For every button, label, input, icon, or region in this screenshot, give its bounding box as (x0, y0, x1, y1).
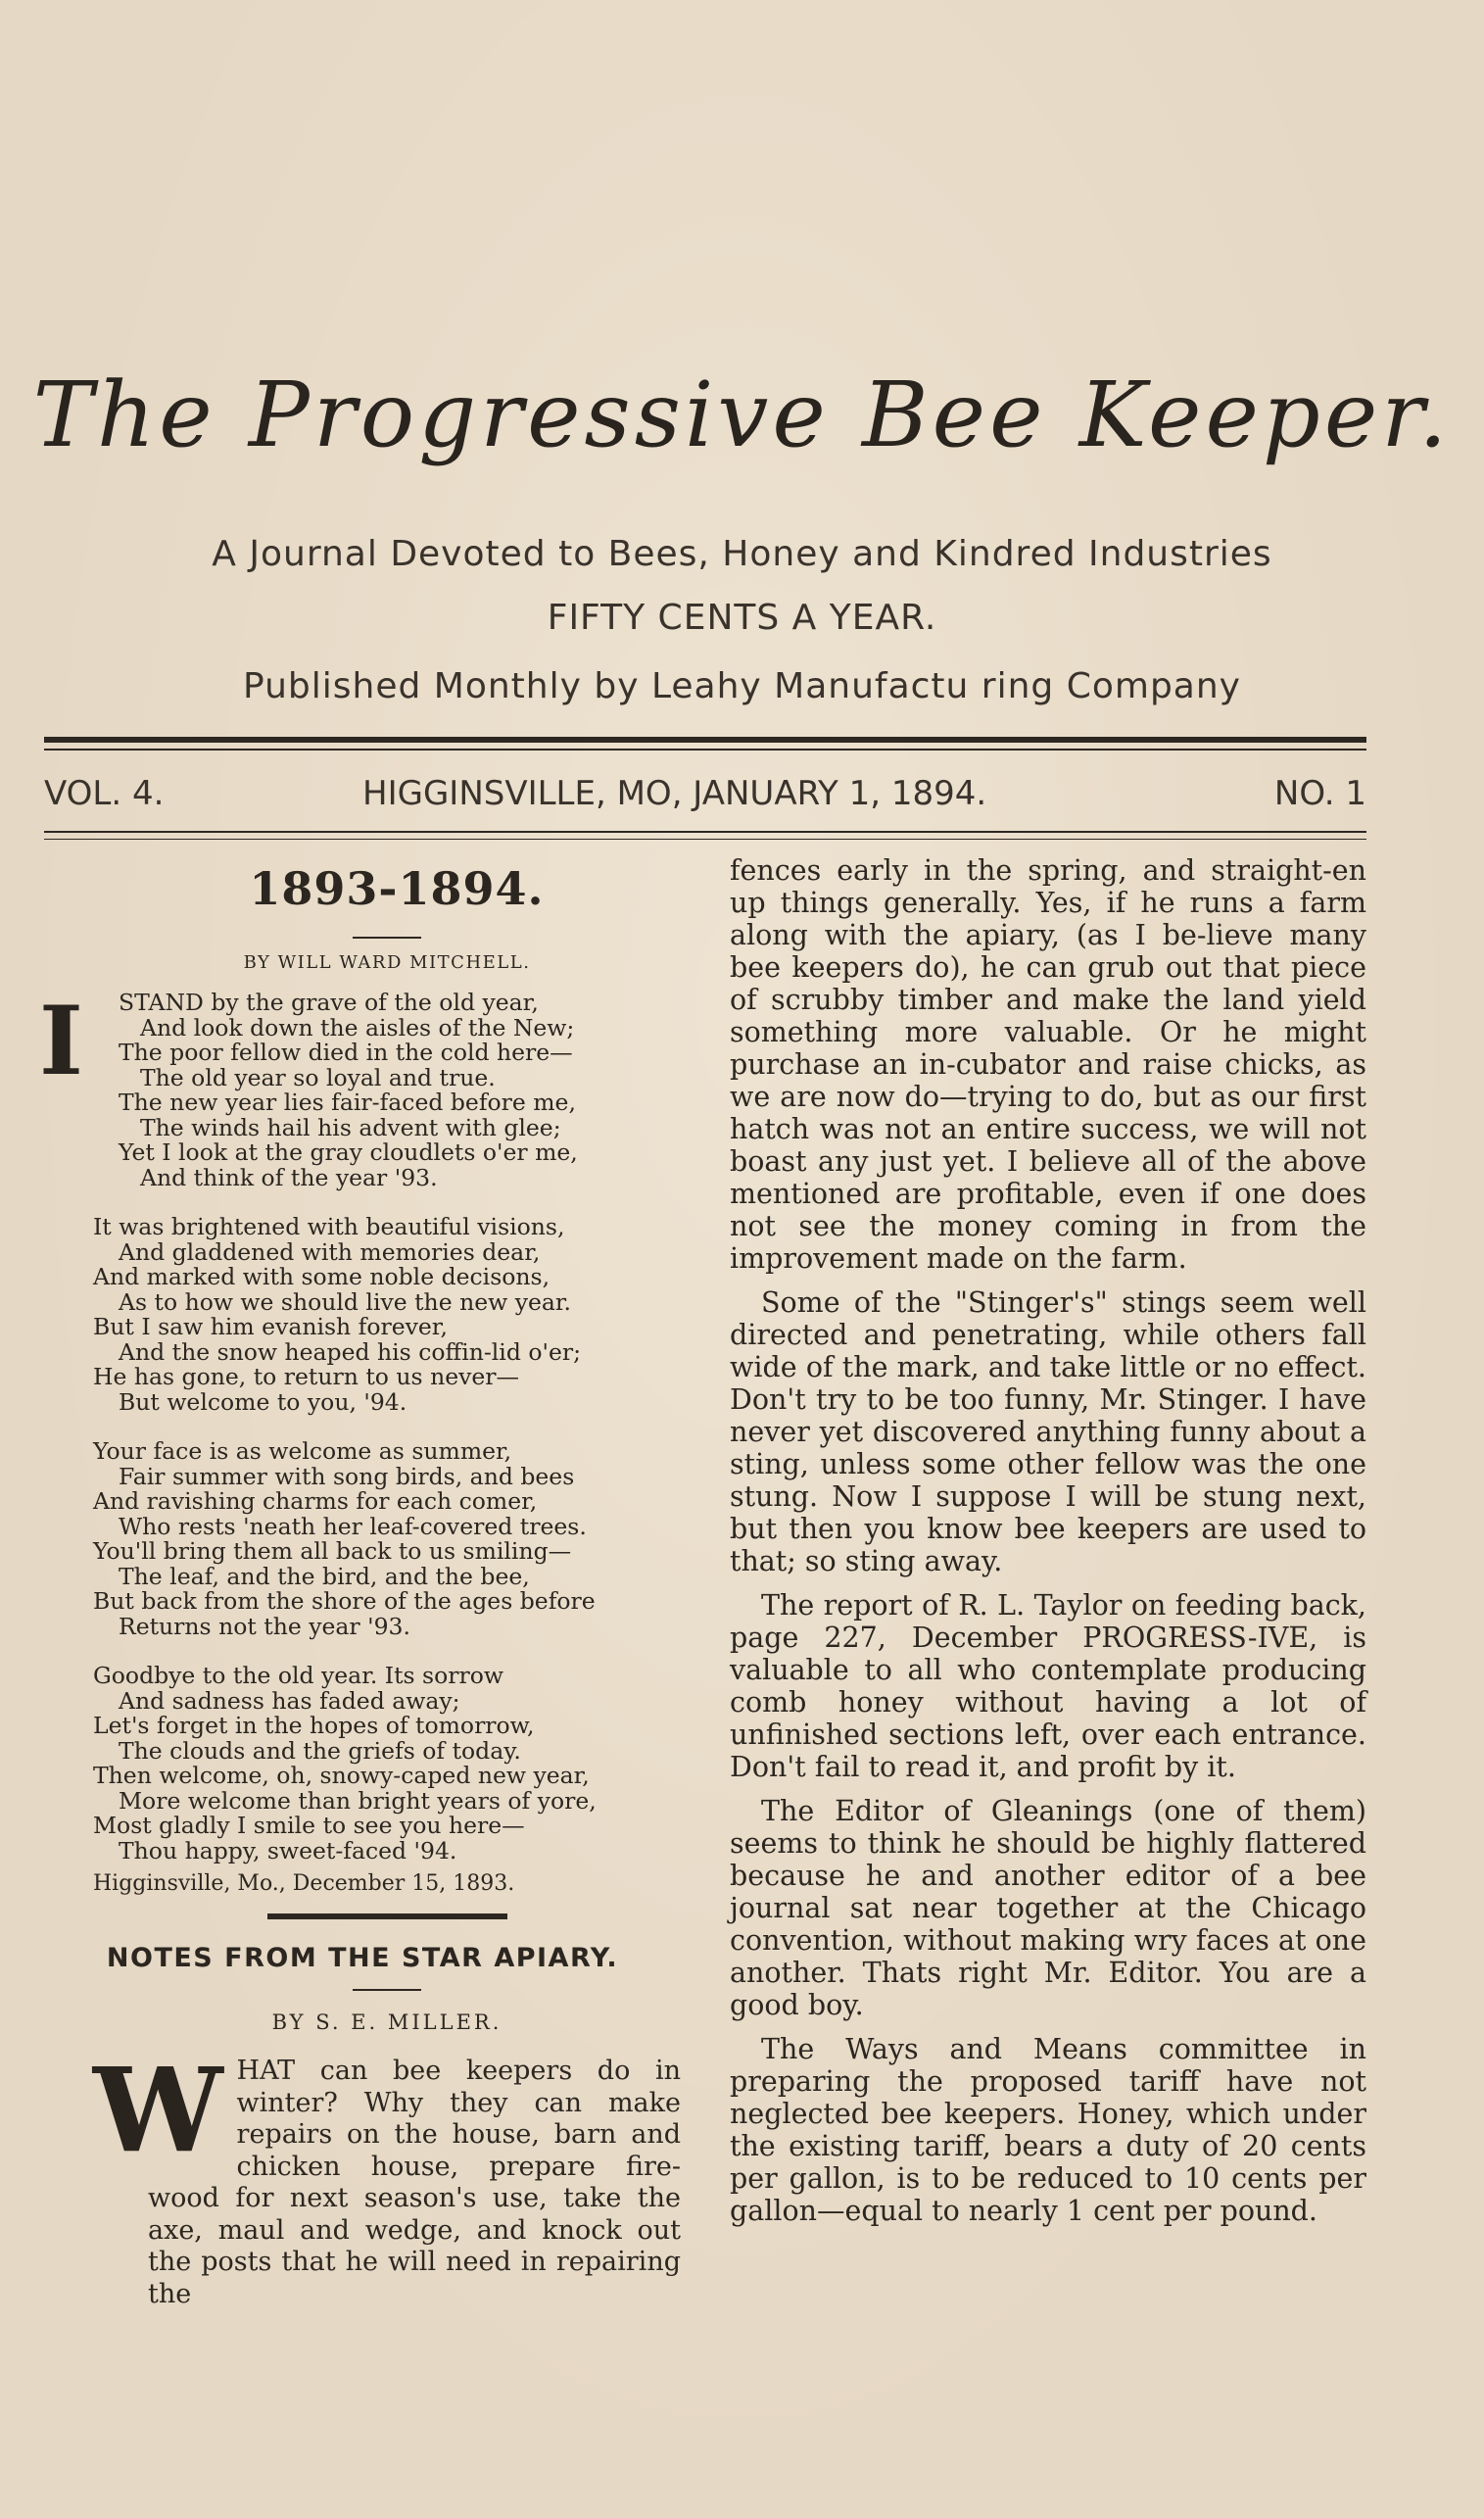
poem-line: But back from the shore of the ages before (93, 1587, 596, 1615)
article-byline: BY S. E. MILLER. (271, 2010, 503, 2034)
poem-line: And marked with some noble decisons, (93, 1263, 551, 1290)
poem-line: But I saw him evanish forever, (93, 1313, 448, 1340)
poem-line: And think of the year '93. (140, 1163, 438, 1191)
poem-stanza-3 (93, 1439, 681, 1639)
article-heading: NOTES FROM THE STAR APIARY. (106, 1943, 619, 1973)
poem-line: The new year lies fair-faced before me, (119, 1089, 576, 1116)
article-paragraph: The Ways and Means committee in preparing the proposed tariff have not neglected bee keepers. Honey, which under the existing tariff, bears a duty of 20 cents per gallon, is to be reduced to 10 cents per gallon—equal to nearly 1 cent per pound. (730, 2033, 1366, 2227)
heading-divider (353, 1989, 421, 1991)
poem-title: 1893-1894. (249, 862, 545, 915)
poem-line: The old year so loyal and true. (140, 1063, 496, 1091)
poem-line: The leaf, and the bird, and the bee, (119, 1562, 530, 1590)
poem-stanza-4 (93, 1664, 681, 1864)
poem-line: Yet I look at the gray cloudlets o'er me, (119, 1138, 578, 1166)
poem-line: And gladdened with memories dear, (119, 1237, 541, 1266)
poem-line: Goodbye to the old year. Its sorrow (93, 1662, 503, 1689)
poem-place-date: Higginsville, Mo., December 15, 1893. (93, 1871, 515, 1896)
poem-line: The clouds and the griefs of today. (119, 1736, 521, 1765)
poem-line: Your face is as welcome as summer, (93, 1437, 512, 1465)
left-column (39, 862, 681, 2322)
issue-rule-top (44, 831, 1366, 833)
section-separator (267, 1913, 507, 1919)
drop-cap-w: W (93, 2042, 223, 2178)
poem-stanza-2 (93, 1215, 681, 1415)
masthead-subtitle: A Journal Devoted to Bees, Honey and Kindred Industries (212, 534, 1272, 574)
poem-line: More welcome than bright years of yore, (119, 1786, 597, 1815)
article-start (93, 2042, 681, 2310)
poem-line: And ravishing charms for each comer, (93, 1487, 538, 1515)
poem-line: And sadness has faded away; (119, 1686, 460, 1715)
poem-line: Who rests 'neath her leaf-covered trees. (119, 1512, 587, 1540)
poem-line: The winds hail his advent with glee; (140, 1113, 561, 1141)
poem-line: But welcome to you, '94. (119, 1387, 407, 1416)
article-paragraph (93, 2042, 681, 2310)
title-divider (353, 937, 421, 939)
issue-rule-bottom (44, 839, 1366, 840)
poem-stanza-1 (93, 991, 681, 1190)
header-rule-thin (44, 749, 1366, 751)
issue-line (44, 774, 1366, 813)
right-column (730, 854, 1366, 2239)
article-paragraph: The report of R. L. Taylor on feeding back, page 227, December PROGRESS-IVE, is valuable to all who contemplate producing comb honey without having a lot of unfinished sections left, over each entrance. Don't fail to read it, and profit by it. (730, 1589, 1366, 1783)
article-paragraph: fences early in the spring, and straight-en up things generally. Yes, if he runs a farm along with the apiary, (as I be-lieve many bee keepers do), he can grub out that piece of scrubby timber and make the land yield something more valuable. Or he might purchase an in-cubator and raise chicks, as we are now do—trying to do, but as our first hatch was not an entire success, we will not boast any just yet. I believe all of the above mentioned are profitable, even if one does not see the money coming in from the improvement made on the farm. (730, 854, 1366, 1275)
header-rule-thick (44, 737, 1366, 743)
poem-line: Fair summer with song birds, and bees (119, 1462, 575, 1490)
poem-line: STAND by the grave of the old year, (119, 989, 539, 1016)
poem-byline: BY WILL WARD MITCHELL. (243, 952, 531, 973)
poem-line: He has gone, to return to us never— (93, 1363, 520, 1390)
poem-body (39, 986, 681, 1864)
article-paragraph: The Editor of Gleanings (one of them) seems to think he should be highly flattered because he and another editor of a bee journal sat near together at the Chicago convention, without making wry faces at one another. Thats right Mr. Editor. You are a good boy. (730, 1795, 1366, 2021)
poem-line: It was brightened with beautiful visions, (93, 1213, 565, 1240)
poem-line: Then welcome, oh, snowy-caped new year, (93, 1762, 590, 1789)
article-paragraph: Some of the "Stinger's" stings seem well directed and penetrating, while others fall wide of the mark, and take little or no effect. Don't try to be too funny, Mr. Stinger. I have never yet discovered anything funny about a sting, unless some other fellow was the one stung. Now I suppose I will be stung next, but then you know bee keepers are used to that; so sting away. (730, 1286, 1366, 1577)
subscription-price: FIFTY CENTS A YEAR. (547, 598, 937, 638)
issue-number: NO. 1 (1273, 774, 1366, 813)
poem-line: Most gladly I smile to see you here— (93, 1812, 525, 1839)
poem-line: Let's forget in the hopes of tomorrow, (93, 1712, 535, 1739)
poem-line: And look down the aisles of the New; (140, 1013, 575, 1041)
issue-place-date: HIGGINSVILLE, MO, JANUARY 1, 1894. (362, 774, 987, 813)
poem-line: And the snow heaped his coffin-lid o'er; (119, 1337, 582, 1366)
poem-line: Returns not the year '93. (119, 1612, 410, 1640)
issue-volume: VOL. 4. (44, 774, 165, 813)
poem-line: As to how we should live the new year. (119, 1287, 572, 1316)
drop-cap-i: I (39, 986, 83, 1096)
publisher-line: Published Monthly by Leahy Manufactu ring Company (243, 666, 1241, 706)
paragraph-text: HAT can bee keepers do in winter? Why they can make repairs on the house, barn and chicken house, prepare fire-wood for next season's use, take the axe, maul and wedge, and knock out the posts that he will need in repairing the (148, 2056, 681, 2309)
masthead-title: The Progressive Bee Keeper. (32, 363, 1452, 467)
poem-line: You'll bring them all back to us smiling— (93, 1537, 572, 1565)
poem-line: Thou happy, sweet-faced '94. (119, 1836, 457, 1864)
poem-line: The poor fellow died in the cold here— (119, 1039, 573, 1066)
